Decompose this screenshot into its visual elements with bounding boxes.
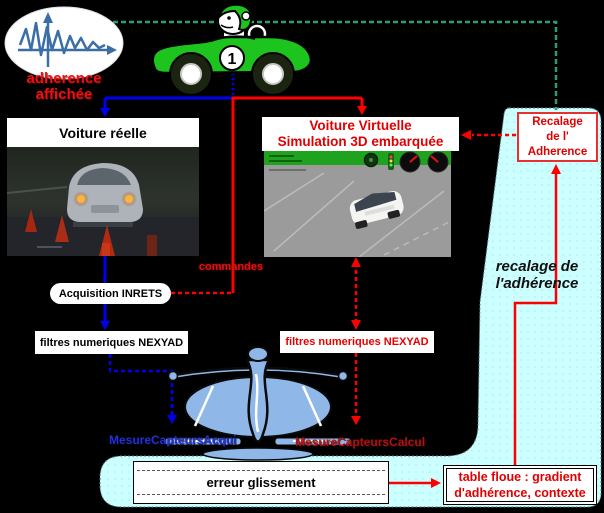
gray-car-icon: [67, 163, 143, 227]
car-number: 1: [227, 51, 237, 68]
race-car-icon: [147, 1, 315, 96]
voiture-virtuelle-line2: Simulation 3D embarquée: [277, 134, 444, 149]
adherence-affichee-label: adherence affichée: [26, 70, 102, 103]
traffic-light-icon: [388, 153, 394, 170]
recalage-line2: de l': [546, 130, 569, 143]
red-arrowhead-recalage-to-vv: [461, 130, 471, 140]
red-arrowhead-table-floue: [431, 478, 441, 488]
recalage-line1: Recalage: [532, 115, 583, 128]
mesure-capteurs-calcul-label: MesureCapteursCalcul: [295, 435, 426, 449]
commandes-label: commandes: [198, 261, 264, 273]
red-arrowhead-voiture-virtuelle: [357, 106, 367, 115]
voiture-virtuelle-line1: Voiture Virtuelle: [309, 118, 412, 133]
red-arrowhead-scene: [351, 257, 361, 267]
erreur-box-divider-bottom: [137, 494, 385, 495]
simulation-3d-screenshot: [264, 151, 451, 257]
car-number-badge: [220, 46, 244, 70]
recalage-line3: Adherence: [527, 145, 588, 158]
voiture-reelle-box: [7, 118, 199, 147]
voiture-virtuelle-box: [262, 117, 459, 151]
table-floue-box: [443, 465, 597, 505]
mesure-capteurs-acqui-label: MesureCapteursAcqui: [109, 433, 237, 447]
acquisition-label: Acquisition INRETS: [58, 287, 163, 300]
filtres-reel-label: filtres numeriques NEXYAD: [39, 336, 184, 349]
filtres-nexyad-reel-box: [35, 331, 188, 354]
red-arrowhead-recalage: [551, 164, 561, 174]
erreur-glissement-box: [133, 461, 389, 504]
filtres-virtuel-label: filtres numeriques NEXYAD: [285, 336, 429, 348]
table-floue-line2: d'adhérence, contexte: [454, 486, 586, 500]
blue-arrowhead-voiture-reelle: [100, 108, 110, 117]
steering-wheel-icon: [365, 154, 378, 167]
real-car-photo: [7, 147, 199, 256]
blue-arrowhead-filtres: [100, 321, 110, 330]
acquisition-inrets-box: [50, 283, 171, 304]
red-arrowhead-filtres: [351, 320, 361, 330]
voiture-reelle-label: Voiture réelle: [59, 124, 147, 141]
sim-toolbar: [264, 151, 451, 165]
recalage-adherence-note: recalage de l'adhérence: [495, 258, 579, 292]
erreur-glissement-label: erreur glissement: [206, 475, 316, 490]
recalage-adherence-box: [517, 112, 598, 162]
table-floue-line1: table floue : gradient: [458, 470, 582, 484]
filtres-nexyad-virtuel-box: [280, 331, 434, 353]
erreur-box-divider-top: [137, 470, 385, 471]
